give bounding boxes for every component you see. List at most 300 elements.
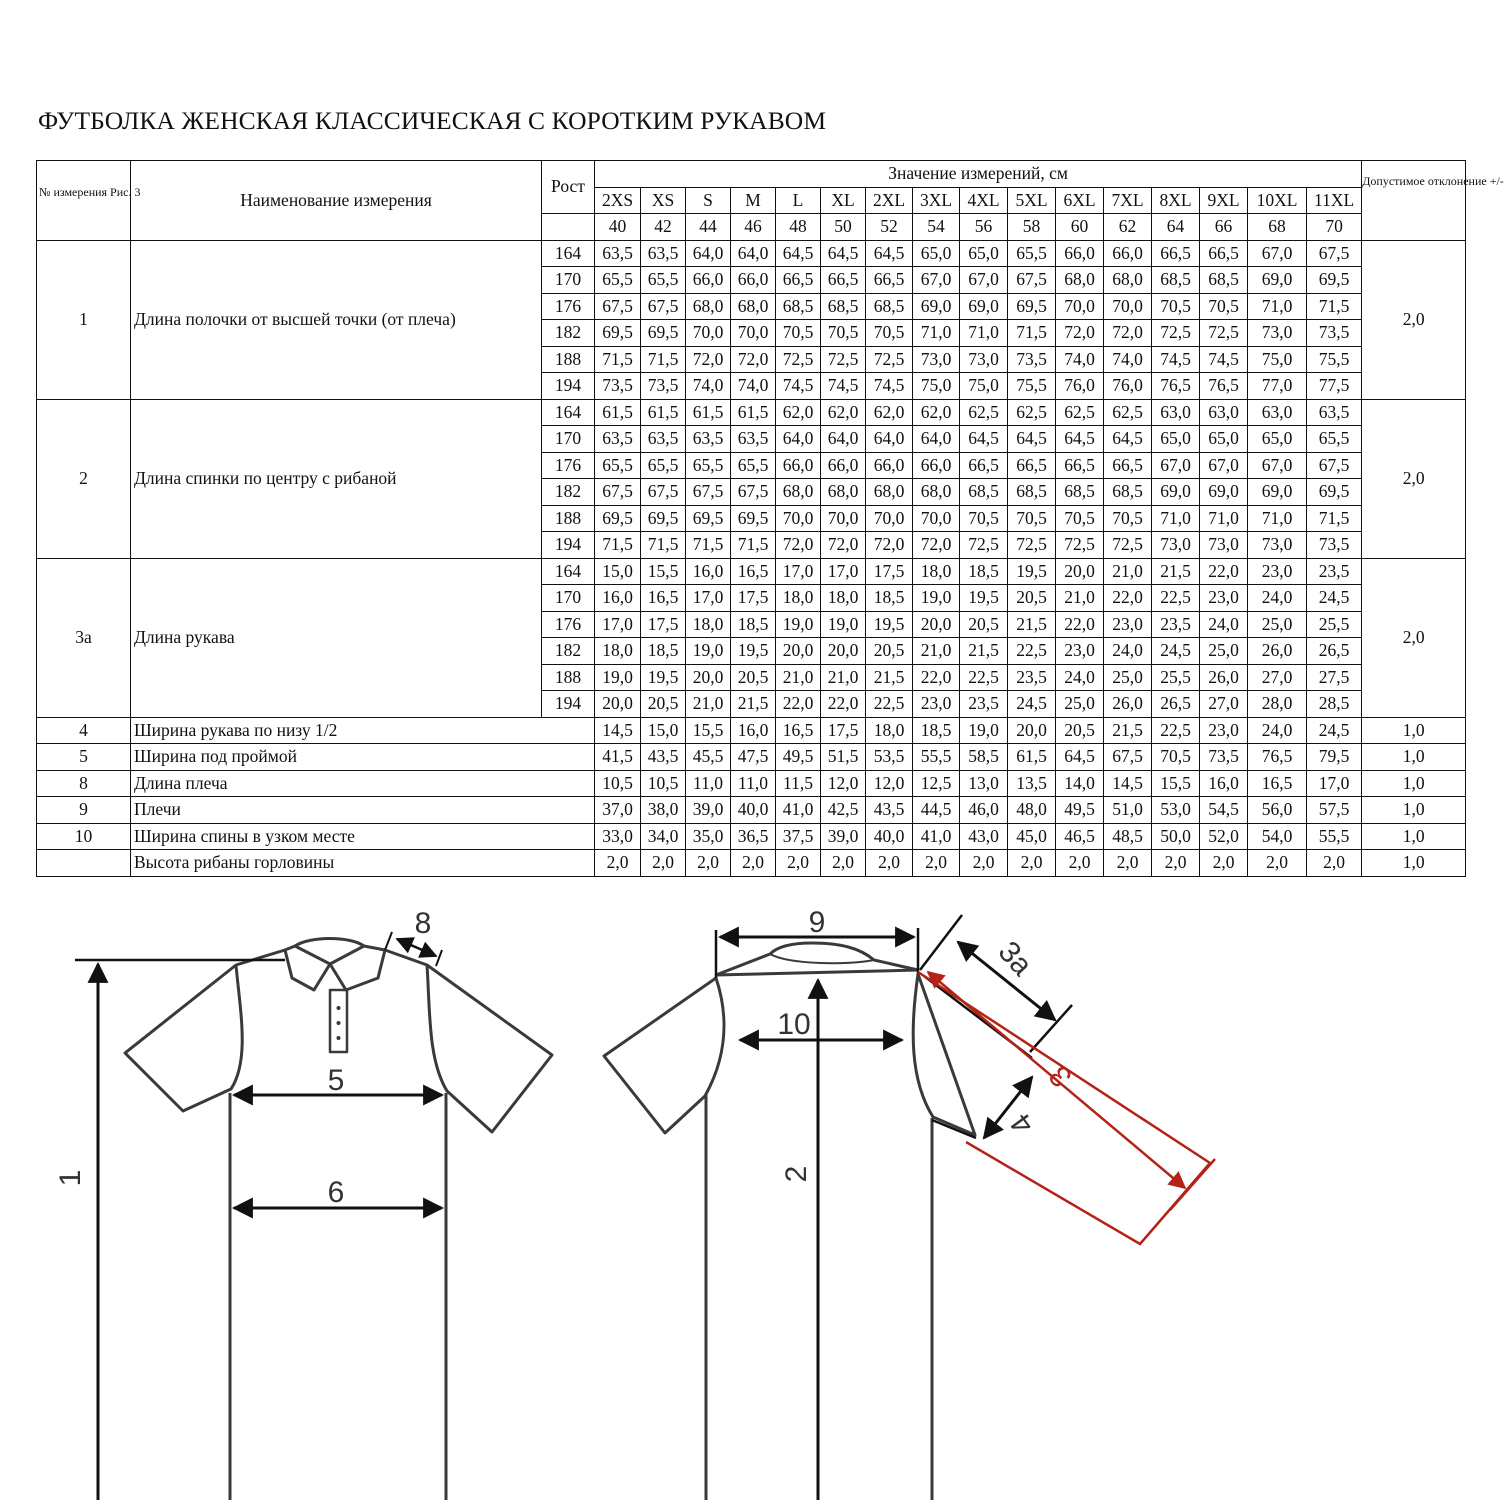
value-cell: 68,0 bbox=[731, 293, 776, 320]
value-cell: 72,0 bbox=[776, 532, 821, 559]
value-cell: 74,0 bbox=[731, 373, 776, 400]
value-cell: 19,0 bbox=[595, 664, 641, 691]
value-cell: 74,5 bbox=[776, 373, 821, 400]
value-cell: 63,5 bbox=[641, 426, 686, 453]
value-cell: 26,0 bbox=[1200, 664, 1248, 691]
value-cell: 73,5 bbox=[595, 373, 641, 400]
value-cell: 68,5 bbox=[866, 293, 913, 320]
value-cell: 69,0 bbox=[1248, 267, 1307, 294]
value-cell: 16,0 bbox=[1200, 770, 1248, 797]
height-cell: 182 bbox=[542, 320, 595, 347]
value-cell: 68,0 bbox=[866, 479, 913, 506]
value-cell: 68,0 bbox=[913, 479, 960, 506]
value-cell: 71,0 bbox=[1200, 505, 1248, 532]
value-cell: 19,0 bbox=[913, 585, 960, 612]
value-cell: 70,5 bbox=[1152, 744, 1200, 771]
value-cell: 58,5 bbox=[960, 744, 1008, 771]
table-row bbox=[37, 850, 1466, 877]
size-letter-cell: 10XL bbox=[1248, 187, 1307, 214]
value-cell: 10,5 bbox=[641, 770, 686, 797]
size-number-cell: 48 bbox=[776, 214, 821, 241]
value-cell: 64,5 bbox=[776, 240, 821, 267]
value-cell: 21,5 bbox=[1104, 717, 1152, 744]
value-cell: 72,5 bbox=[776, 346, 821, 373]
value-cell: 63,5 bbox=[641, 240, 686, 267]
value-cell: 22,0 bbox=[1200, 558, 1248, 585]
header-tolerance: Допустимое отклонение +/- bbox=[1362, 161, 1466, 241]
height-cell: 182 bbox=[542, 479, 595, 506]
value-cell: 18,5 bbox=[866, 585, 913, 612]
value-cell: 28,0 bbox=[1248, 691, 1307, 718]
value-cell: 70,0 bbox=[821, 505, 866, 532]
height-cell: 188 bbox=[542, 346, 595, 373]
value-cell: 41,5 bbox=[595, 744, 641, 771]
value-cell: 17,5 bbox=[866, 558, 913, 585]
value-cell: 26,0 bbox=[1248, 638, 1307, 665]
value-cell: 22,5 bbox=[1152, 585, 1200, 612]
value-cell: 71,0 bbox=[960, 320, 1008, 347]
value-cell: 71,5 bbox=[1307, 293, 1362, 320]
value-cell: 24,0 bbox=[1248, 585, 1307, 612]
value-cell: 73,0 bbox=[1248, 532, 1307, 559]
value-cell: 21,0 bbox=[913, 638, 960, 665]
measurement-name: Плечи bbox=[131, 797, 595, 824]
value-cell: 44,5 bbox=[913, 797, 960, 824]
value-cell: 25,5 bbox=[1307, 611, 1362, 638]
value-cell: 27,5 bbox=[1307, 664, 1362, 691]
measurement-number: 1 bbox=[37, 240, 131, 399]
value-cell: 73,5 bbox=[1307, 532, 1362, 559]
value-cell: 28,5 bbox=[1307, 691, 1362, 718]
value-cell: 62,0 bbox=[776, 399, 821, 426]
value-cell: 10,5 bbox=[595, 770, 641, 797]
value-cell: 21,0 bbox=[686, 691, 731, 718]
value-cell: 2,0 bbox=[1104, 850, 1152, 877]
header-values: Значение измерений, см bbox=[595, 161, 1362, 188]
value-cell: 63,5 bbox=[731, 426, 776, 453]
value-cell: 15,5 bbox=[1152, 770, 1200, 797]
table-row bbox=[37, 770, 1466, 797]
value-cell: 22,5 bbox=[1008, 638, 1056, 665]
value-cell: 69,0 bbox=[1152, 479, 1200, 506]
value-cell: 25,0 bbox=[1200, 638, 1248, 665]
value-cell: 20,0 bbox=[595, 691, 641, 718]
value-cell: 20,0 bbox=[913, 611, 960, 638]
value-cell: 68,5 bbox=[1152, 267, 1200, 294]
value-cell: 67,5 bbox=[595, 293, 641, 320]
value-cell: 25,5 bbox=[1152, 664, 1200, 691]
header-height-blank bbox=[542, 214, 595, 241]
value-cell: 20,5 bbox=[1056, 717, 1104, 744]
value-cell: 21,0 bbox=[776, 664, 821, 691]
value-cell: 64,0 bbox=[776, 426, 821, 453]
value-cell: 70,5 bbox=[1056, 505, 1104, 532]
size-number-cell: 46 bbox=[731, 214, 776, 241]
value-cell: 76,0 bbox=[1104, 373, 1152, 400]
value-cell: 63,5 bbox=[1307, 399, 1362, 426]
value-cell: 66,5 bbox=[866, 267, 913, 294]
value-cell: 62,0 bbox=[913, 399, 960, 426]
value-cell: 67,5 bbox=[1307, 452, 1362, 479]
value-cell: 63,0 bbox=[1152, 399, 1200, 426]
value-cell: 43,0 bbox=[960, 823, 1008, 850]
label-6: 6 bbox=[327, 1176, 345, 1209]
value-cell: 72,0 bbox=[731, 346, 776, 373]
value-cell: 17,5 bbox=[821, 717, 866, 744]
label-9: 9 bbox=[808, 906, 826, 939]
value-cell: 71,5 bbox=[1307, 505, 1362, 532]
value-cell: 76,0 bbox=[1056, 373, 1104, 400]
value-cell: 23,5 bbox=[1307, 558, 1362, 585]
value-cell: 73,5 bbox=[1200, 744, 1248, 771]
value-cell: 66,0 bbox=[776, 452, 821, 479]
value-cell: 43,5 bbox=[641, 744, 686, 771]
value-cell: 65,5 bbox=[641, 267, 686, 294]
table-row bbox=[37, 797, 1466, 824]
tolerance-cell: 1,0 bbox=[1362, 744, 1466, 771]
value-cell: 71,5 bbox=[595, 346, 641, 373]
value-cell: 35,0 bbox=[686, 823, 731, 850]
value-cell: 23,5 bbox=[1008, 664, 1056, 691]
label-2: 2 bbox=[780, 1165, 813, 1183]
value-cell: 22,0 bbox=[821, 691, 866, 718]
value-cell: 75,0 bbox=[913, 373, 960, 400]
value-cell: 62,5 bbox=[1008, 399, 1056, 426]
value-cell: 18,5 bbox=[731, 611, 776, 638]
value-cell: 69,5 bbox=[641, 505, 686, 532]
value-cell: 45,0 bbox=[1008, 823, 1056, 850]
value-cell: 66,0 bbox=[866, 452, 913, 479]
value-cell: 63,5 bbox=[595, 426, 641, 453]
value-cell: 19,0 bbox=[821, 611, 866, 638]
value-cell: 71,0 bbox=[1248, 505, 1307, 532]
value-cell: 19,5 bbox=[866, 611, 913, 638]
measurement-diagram bbox=[0, 880, 1500, 1500]
value-cell: 25,0 bbox=[1056, 691, 1104, 718]
value-cell: 2,0 bbox=[595, 850, 641, 877]
value-cell: 63,0 bbox=[1248, 399, 1307, 426]
value-cell: 37,0 bbox=[595, 797, 641, 824]
value-cell: 77,0 bbox=[1248, 373, 1307, 400]
label-10: 10 bbox=[777, 1008, 811, 1041]
value-cell: 72,5 bbox=[1008, 532, 1056, 559]
height-cell: 188 bbox=[542, 664, 595, 691]
value-cell: 23,0 bbox=[1056, 638, 1104, 665]
measurement-name: Длина плеча bbox=[131, 770, 595, 797]
value-cell: 17,5 bbox=[641, 611, 686, 638]
value-cell: 71,0 bbox=[1152, 505, 1200, 532]
value-cell: 74,5 bbox=[866, 373, 913, 400]
value-cell: 68,0 bbox=[821, 479, 866, 506]
value-cell: 71,0 bbox=[913, 320, 960, 347]
header-measurement-number: № измерения Рис. 3 bbox=[37, 161, 131, 241]
value-cell: 66,0 bbox=[913, 452, 960, 479]
value-cell: 74,0 bbox=[1104, 346, 1152, 373]
value-cell: 61,5 bbox=[641, 399, 686, 426]
value-cell: 69,5 bbox=[1008, 293, 1056, 320]
value-cell: 18,0 bbox=[913, 558, 960, 585]
value-cell: 70,0 bbox=[913, 505, 960, 532]
value-cell: 16,0 bbox=[686, 558, 731, 585]
value-cell: 12,5 bbox=[913, 770, 960, 797]
value-cell: 23,0 bbox=[1248, 558, 1307, 585]
back-shirt-right-sleeve bbox=[913, 974, 975, 1135]
value-cell: 40,0 bbox=[731, 797, 776, 824]
value-cell: 67,5 bbox=[641, 293, 686, 320]
value-cell: 66,0 bbox=[821, 452, 866, 479]
size-number-cell: 40 bbox=[595, 214, 641, 241]
value-cell: 69,0 bbox=[1200, 479, 1248, 506]
height-cell: 164 bbox=[542, 240, 595, 267]
value-cell: 67,5 bbox=[1104, 744, 1152, 771]
value-cell: 73,0 bbox=[913, 346, 960, 373]
value-cell: 69,5 bbox=[1307, 267, 1362, 294]
size-letter-cell: 7XL bbox=[1104, 187, 1152, 214]
measurement-number bbox=[37, 850, 131, 877]
value-cell: 46,0 bbox=[960, 797, 1008, 824]
value-cell: 11,5 bbox=[776, 770, 821, 797]
value-cell: 24,5 bbox=[1008, 691, 1056, 718]
value-cell: 68,5 bbox=[821, 293, 866, 320]
table-row bbox=[37, 717, 1466, 744]
value-cell: 39,0 bbox=[686, 797, 731, 824]
value-cell: 66,0 bbox=[686, 267, 731, 294]
value-cell: 61,5 bbox=[686, 399, 731, 426]
value-cell: 2,0 bbox=[913, 850, 960, 877]
value-cell: 73,0 bbox=[1200, 532, 1248, 559]
size-number-cell: 56 bbox=[960, 214, 1008, 241]
size-letter-cell: 2XS bbox=[595, 187, 641, 214]
value-cell: 66,0 bbox=[1104, 240, 1152, 267]
value-cell: 14,0 bbox=[1056, 770, 1104, 797]
value-cell: 70,0 bbox=[866, 505, 913, 532]
value-cell: 68,5 bbox=[1104, 479, 1152, 506]
value-cell: 18,0 bbox=[686, 611, 731, 638]
tolerance-cell: 1,0 bbox=[1362, 717, 1466, 744]
size-number-cell: 66 bbox=[1200, 214, 1248, 241]
value-cell: 64,0 bbox=[913, 426, 960, 453]
table-row bbox=[37, 240, 1466, 267]
value-cell: 23,5 bbox=[960, 691, 1008, 718]
value-cell: 68,0 bbox=[686, 293, 731, 320]
measurement-number: 8 bbox=[37, 770, 131, 797]
value-cell: 71,5 bbox=[1008, 320, 1056, 347]
value-cell: 66,5 bbox=[1152, 240, 1200, 267]
front-shirt-drawing bbox=[125, 939, 552, 1500]
measurement-number: 2 bbox=[37, 399, 131, 558]
value-cell: 22,5 bbox=[1152, 717, 1200, 744]
value-cell: 54,5 bbox=[1200, 797, 1248, 824]
value-cell: 20,0 bbox=[821, 638, 866, 665]
value-cell: 72,0 bbox=[1104, 320, 1152, 347]
value-cell: 23,0 bbox=[913, 691, 960, 718]
value-cell: 12,0 bbox=[821, 770, 866, 797]
front-shirt-body bbox=[230, 1093, 446, 1500]
value-cell: 15,5 bbox=[641, 558, 686, 585]
value-cell: 34,0 bbox=[641, 823, 686, 850]
value-cell: 72,5 bbox=[1056, 532, 1104, 559]
size-number-cell: 64 bbox=[1152, 214, 1200, 241]
value-cell: 72,5 bbox=[1152, 320, 1200, 347]
value-cell: 75,5 bbox=[1008, 373, 1056, 400]
tolerance-cell: 2,0 bbox=[1362, 558, 1466, 717]
value-cell: 18,5 bbox=[960, 558, 1008, 585]
value-cell: 21,5 bbox=[1152, 558, 1200, 585]
value-cell: 68,5 bbox=[776, 293, 821, 320]
value-cell: 21,5 bbox=[866, 664, 913, 691]
size-number-cell: 54 bbox=[913, 214, 960, 241]
measure-8-line bbox=[397, 939, 436, 956]
value-cell: 21,5 bbox=[731, 691, 776, 718]
size-number-cell: 58 bbox=[1008, 214, 1056, 241]
value-cell: 66,0 bbox=[1056, 240, 1104, 267]
value-cell: 13,0 bbox=[960, 770, 1008, 797]
front-shirt-collar bbox=[285, 946, 385, 990]
value-cell: 45,5 bbox=[686, 744, 731, 771]
value-cell: 70,0 bbox=[1056, 293, 1104, 320]
value-cell: 49,5 bbox=[1056, 797, 1104, 824]
value-cell: 18,5 bbox=[913, 717, 960, 744]
table-body bbox=[37, 240, 1466, 876]
value-cell: 71,5 bbox=[731, 532, 776, 559]
value-cell: 65,5 bbox=[731, 452, 776, 479]
value-cell: 73,5 bbox=[1008, 346, 1056, 373]
measurement-name: Ширина спины в узком месте bbox=[131, 823, 595, 850]
tolerance-cell: 1,0 bbox=[1362, 797, 1466, 824]
size-number-cell: 50 bbox=[821, 214, 866, 241]
value-cell: 17,5 bbox=[731, 585, 776, 612]
size-number-cell: 42 bbox=[641, 214, 686, 241]
value-cell: 51,5 bbox=[821, 744, 866, 771]
value-cell: 16,5 bbox=[731, 558, 776, 585]
value-cell: 64,0 bbox=[731, 240, 776, 267]
value-cell: 73,5 bbox=[641, 373, 686, 400]
value-cell: 67,0 bbox=[913, 267, 960, 294]
value-cell: 22,5 bbox=[960, 664, 1008, 691]
value-cell: 71,5 bbox=[686, 532, 731, 559]
value-cell: 65,5 bbox=[686, 452, 731, 479]
value-cell: 17,0 bbox=[776, 558, 821, 585]
value-cell: 74,0 bbox=[686, 373, 731, 400]
size-letter-cell: 11XL bbox=[1307, 187, 1362, 214]
value-cell: 27,0 bbox=[1200, 691, 1248, 718]
size-letter-cell: 6XL bbox=[1056, 187, 1104, 214]
value-cell: 63,5 bbox=[595, 240, 641, 267]
measurement-number: 4 bbox=[37, 717, 131, 744]
value-cell: 33,0 bbox=[595, 823, 641, 850]
value-cell: 24,5 bbox=[1307, 717, 1362, 744]
value-cell: 68,5 bbox=[1200, 267, 1248, 294]
value-cell: 20,5 bbox=[731, 664, 776, 691]
value-cell: 67,5 bbox=[731, 479, 776, 506]
measurement-number: 10 bbox=[37, 823, 131, 850]
value-cell: 66,5 bbox=[1008, 452, 1056, 479]
size-letter-cell: 4XL bbox=[960, 187, 1008, 214]
value-cell: 64,0 bbox=[686, 240, 731, 267]
value-cell: 40,0 bbox=[866, 823, 913, 850]
value-cell: 51,0 bbox=[1104, 797, 1152, 824]
value-cell: 65,5 bbox=[595, 267, 641, 294]
value-cell: 71,5 bbox=[641, 532, 686, 559]
front-shirt-collar-stand bbox=[295, 939, 364, 947]
value-cell: 64,5 bbox=[1056, 426, 1104, 453]
value-cell: 26,0 bbox=[1104, 691, 1152, 718]
value-cell: 70,0 bbox=[776, 505, 821, 532]
value-cell: 76,5 bbox=[1200, 373, 1248, 400]
label-3a: 3а bbox=[991, 935, 1039, 983]
size-letter-cell: 9XL bbox=[1200, 187, 1248, 214]
label-3: 3 bbox=[1042, 1059, 1079, 1094]
value-cell: 22,0 bbox=[1104, 585, 1152, 612]
tolerance-cell: 2,0 bbox=[1362, 240, 1466, 399]
value-cell: 69,5 bbox=[1307, 479, 1362, 506]
value-cell: 75,0 bbox=[960, 373, 1008, 400]
value-cell: 61,5 bbox=[731, 399, 776, 426]
value-cell: 2,0 bbox=[776, 850, 821, 877]
label-4: 4 bbox=[1004, 1107, 1041, 1141]
value-cell: 2,0 bbox=[731, 850, 776, 877]
value-cell: 25,0 bbox=[1248, 611, 1307, 638]
value-cell: 72,5 bbox=[866, 346, 913, 373]
value-cell: 2,0 bbox=[641, 850, 686, 877]
value-cell: 61,5 bbox=[595, 399, 641, 426]
size-letter-cell: 2XL bbox=[866, 187, 913, 214]
value-cell: 67,5 bbox=[595, 479, 641, 506]
front-shirt-left-sleeve bbox=[125, 965, 242, 1111]
value-cell: 72,0 bbox=[821, 532, 866, 559]
value-cell: 39,0 bbox=[821, 823, 866, 850]
value-cell: 62,5 bbox=[960, 399, 1008, 426]
value-cell: 2,0 bbox=[1200, 850, 1248, 877]
value-cell: 64,5 bbox=[1104, 426, 1152, 453]
value-cell: 54,0 bbox=[1248, 823, 1307, 850]
value-cell: 71,5 bbox=[641, 346, 686, 373]
value-cell: 64,5 bbox=[866, 240, 913, 267]
table-row bbox=[37, 558, 1466, 585]
value-cell: 66,5 bbox=[1104, 452, 1152, 479]
value-cell: 70,5 bbox=[821, 320, 866, 347]
value-cell: 68,5 bbox=[1056, 479, 1104, 506]
value-cell: 70,5 bbox=[960, 505, 1008, 532]
value-cell: 65,0 bbox=[913, 240, 960, 267]
value-cell: 21,0 bbox=[1056, 585, 1104, 612]
value-cell: 18,0 bbox=[776, 585, 821, 612]
value-cell: 48,0 bbox=[1008, 797, 1056, 824]
value-cell: 2,0 bbox=[686, 850, 731, 877]
value-cell: 20,0 bbox=[1008, 717, 1056, 744]
value-cell: 73,0 bbox=[960, 346, 1008, 373]
value-cell: 2,0 bbox=[1008, 850, 1056, 877]
value-cell: 72,5 bbox=[1104, 532, 1152, 559]
value-cell: 72,5 bbox=[821, 346, 866, 373]
value-cell: 21,0 bbox=[821, 664, 866, 691]
tolerance-cell: 1,0 bbox=[1362, 770, 1466, 797]
height-cell: 164 bbox=[542, 399, 595, 426]
value-cell: 79,5 bbox=[1307, 744, 1362, 771]
value-cell: 19,5 bbox=[960, 585, 1008, 612]
value-cell: 2,0 bbox=[1056, 850, 1104, 877]
value-cell: 20,5 bbox=[1008, 585, 1056, 612]
value-cell: 61,5 bbox=[1008, 744, 1056, 771]
value-cell: 11,0 bbox=[731, 770, 776, 797]
value-cell: 72,0 bbox=[686, 346, 731, 373]
value-cell: 74,0 bbox=[1056, 346, 1104, 373]
value-cell: 75,0 bbox=[1248, 346, 1307, 373]
measurement-name: Ширина под проймой bbox=[131, 744, 595, 771]
value-cell: 76,5 bbox=[1152, 373, 1200, 400]
height-cell: 194 bbox=[542, 691, 595, 718]
tolerance-cell: 1,0 bbox=[1362, 823, 1466, 850]
